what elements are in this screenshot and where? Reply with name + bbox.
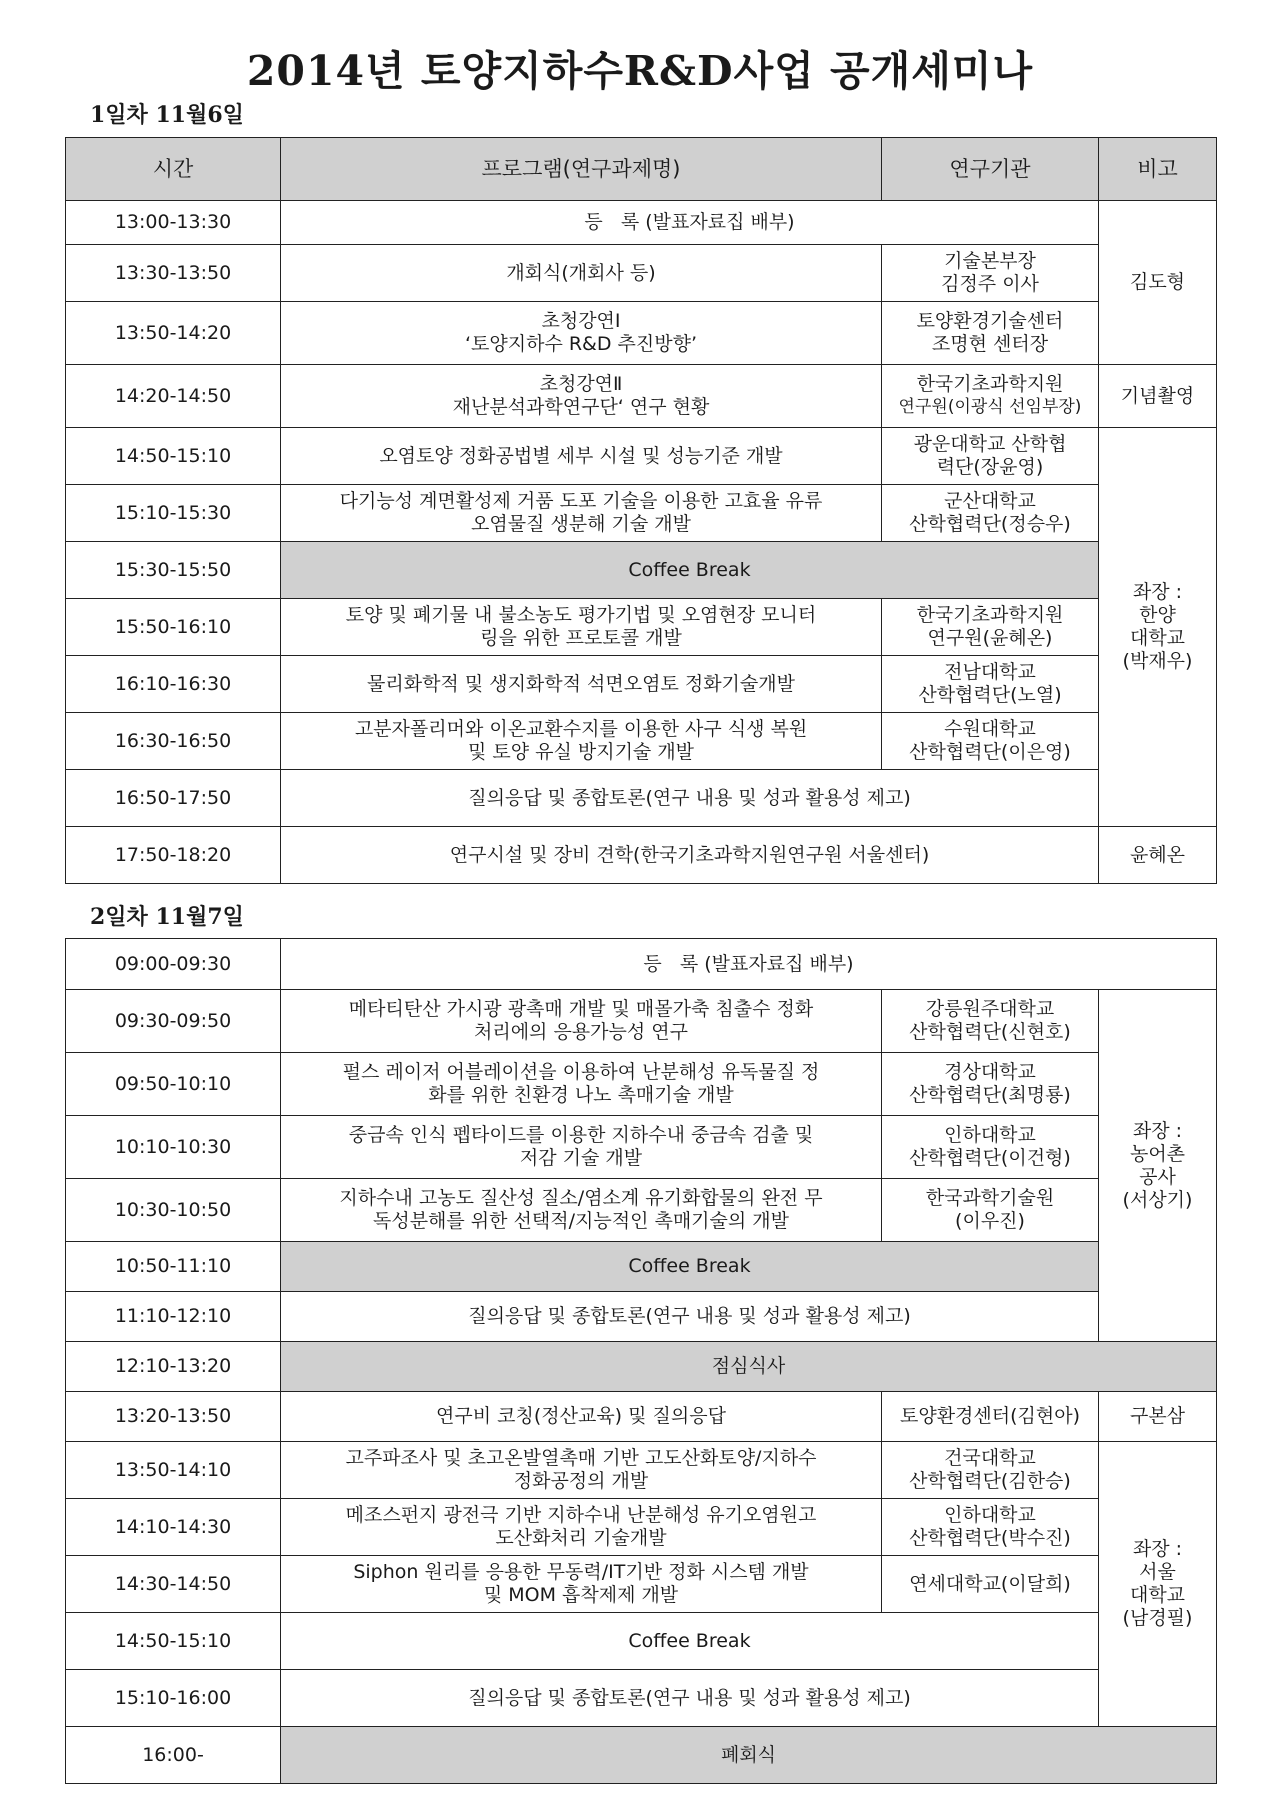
- org-cell: [882, 1499, 1099, 1556]
- chair-line: 서울: [1139, 1561, 1176, 1583]
- org-cell: [882, 1116, 1099, 1179]
- program-line: 재난분석과학연구단‘ 연구 현황: [452, 396, 710, 418]
- program-cell: [281, 990, 882, 1053]
- org-line: 한국기초과학지원: [916, 373, 1064, 395]
- program-cell: 연구시설 및 장비 견학(한국기초과학지원연구원 서울센터): [281, 827, 1099, 884]
- chair-line: 대학교: [1129, 1584, 1186, 1606]
- note-cell: 윤혜온: [1099, 827, 1217, 884]
- org-line: 산학협력단(이은영): [909, 741, 1071, 763]
- org-line: 조명현 센터장: [931, 333, 1049, 355]
- org-line: 광운대학교 산학협: [913, 433, 1067, 455]
- program-line: 화를 위한 친환경 나노 촉매기술 개발: [428, 1084, 734, 1106]
- program-cell: [281, 1556, 882, 1613]
- table-row: [66, 201, 1217, 245]
- program-cell: [281, 1179, 882, 1242]
- program-line: 처리에의 응용가능성 연구: [474, 1021, 688, 1043]
- time-cell: 14:50-15:10: [66, 1613, 281, 1670]
- program-cell: 오염토양 정화공법별 세부 시설 및 성능기준 개발: [281, 428, 882, 485]
- org-cell: 토양환경센터(김현아): [882, 1392, 1099, 1442]
- time-cell: 09:30-09:50: [66, 990, 281, 1053]
- table-row: [66, 302, 1217, 365]
- table-row: [66, 990, 1217, 1053]
- time-cell: 16:00-: [66, 1727, 281, 1784]
- org-line: 건국대학교: [944, 1447, 1036, 1469]
- time-cell: 13:00-13:30: [66, 201, 281, 245]
- program-cell: 물리화학적 및 생지화학적 석면오염토 정화기술개발: [281, 656, 882, 713]
- table-row: [66, 1613, 1217, 1670]
- time-cell: 10:30-10:50: [66, 1179, 281, 1242]
- note-cell: 구본삼: [1099, 1392, 1217, 1442]
- time-cell: 17:50-18:20: [66, 827, 281, 884]
- org-line: 산학협력단(김한승): [909, 1470, 1071, 1492]
- table-row: [66, 827, 1217, 884]
- time-cell: 14:30-14:50: [66, 1556, 281, 1613]
- note-cell: [1099, 1442, 1217, 1727]
- chair-line: (박재우): [1122, 650, 1193, 672]
- org-cell: 연세대학교(이달희): [882, 1556, 1099, 1613]
- org-line: 한국과학기술원: [925, 1187, 1055, 1209]
- chair-line: (남경필): [1122, 1607, 1193, 1629]
- time-cell: 16:30-16:50: [66, 713, 281, 770]
- program-line: 고주파조사 및 초고온발열촉매 기반 고도산화토양/지하수: [345, 1447, 817, 1469]
- org-line: 산학협력단(최명룡): [909, 1084, 1071, 1106]
- org-line: 전남대학교: [944, 661, 1036, 683]
- time-cell: 10:10-10:30: [66, 1116, 281, 1179]
- chair-line: 좌장 :: [1132, 581, 1183, 603]
- org-line: 군산대학교: [944, 490, 1036, 512]
- org-line: 인하대학교: [944, 1504, 1036, 1526]
- program-cell: [281, 599, 882, 656]
- page-title: 2014년 토양지하수R&D사업 공개세미나: [246, 47, 1034, 95]
- header-program: 프로그램(연구과제명): [281, 138, 882, 201]
- program-cell: 등 록 (발표자료집 배부): [281, 201, 1099, 245]
- program-line: 및 토양 유실 방지기술 개발: [467, 741, 695, 763]
- org-line: 기술본부장: [944, 250, 1036, 272]
- table-row: [66, 245, 1217, 302]
- org-line: 수원대학교: [944, 718, 1036, 740]
- time-cell: 15:10-16:00: [66, 1670, 281, 1727]
- program-cell: [281, 365, 882, 428]
- program-line: 펄스 레이저 어블레이션을 이용하여 난분해성 유독물질 정: [342, 1061, 820, 1083]
- org-cell: [882, 1053, 1099, 1116]
- time-cell: 16:10-16:30: [66, 656, 281, 713]
- chair-line: 대학교: [1129, 627, 1186, 649]
- table-row: [66, 656, 1217, 713]
- program-line: 초청강연Ⅰ: [541, 310, 621, 332]
- program-cell: 등 록 (발표자료집 배부): [281, 939, 1217, 990]
- table-header: [66, 138, 1217, 201]
- program-line: 메조스펀지 광전극 기반 지하수내 난분해성 유기오염원고: [345, 1504, 817, 1526]
- org-line: 연구원(이광식 선임부장): [898, 397, 1082, 417]
- day1-label: 1일차 11월6일: [90, 102, 244, 128]
- table-row: [66, 1179, 1217, 1242]
- program-line: 메타티탄산 가시광 광촉매 개발 및 매몰가축 침출수 정화: [348, 998, 814, 1020]
- time-cell: 14:20-14:50: [66, 365, 281, 428]
- org-cell: [882, 302, 1099, 365]
- time-cell: 15:10-15:30: [66, 485, 281, 542]
- program-line: 저감 기술 개발: [519, 1147, 643, 1169]
- program-line: 링을 위한 프로토콜 개발: [480, 627, 682, 649]
- program-line: 고분자폴리머와 이온교환수지를 이용한 사구 식생 복원: [354, 718, 808, 740]
- chair-line: 좌장 :: [1132, 1538, 1183, 1560]
- org-cell: [882, 485, 1099, 542]
- org-line: 산학협력단(신현호): [909, 1021, 1071, 1043]
- program-cell: 질의응답 및 종합토론(연구 내용 및 성과 활용성 제고): [281, 770, 1099, 827]
- program-line: 오염물질 생분해 기술 개발: [470, 513, 691, 535]
- org-line: 토양환경기술센터: [916, 310, 1064, 332]
- time-cell: 11:10-12:10: [66, 1292, 281, 1342]
- org-line: 한국기초과학지원: [916, 604, 1064, 626]
- org-line: 산학협력단(이건형): [909, 1147, 1071, 1169]
- chair-line: 농어촌: [1129, 1142, 1186, 1165]
- time-cell: 15:50-16:10: [66, 599, 281, 656]
- org-cell: [882, 428, 1099, 485]
- program-line: 독성분해를 위한 선택적/지능적인 촉매기술의 개발: [373, 1210, 789, 1232]
- header-org: 연구기관: [882, 138, 1099, 201]
- org-line: 강릉원주대학교: [925, 998, 1055, 1020]
- table-row: [66, 939, 1217, 990]
- chair-line: (서상기): [1122, 1188, 1193, 1211]
- table-row: [66, 1242, 1217, 1292]
- chair-line: 좌장 :: [1132, 1119, 1183, 1142]
- program-cell: [281, 713, 882, 770]
- program-line: 지하수내 고농도 질산성 질소/염소계 유기화합물의 완전 무: [339, 1187, 823, 1209]
- program-line: 중금속 인식 펩타이드를 이용한 지하수내 중금속 검출 및: [348, 1124, 814, 1146]
- program-line: 토양 및 폐기물 내 불소농도 평가기법 및 오염현장 모니터: [345, 604, 817, 626]
- header-note: 비고: [1099, 138, 1217, 201]
- chair-line: 공사: [1139, 1165, 1176, 1188]
- header-time: 시간: [66, 138, 281, 201]
- program-line: 정화공정의 개발: [513, 1470, 649, 1492]
- table-row: [66, 1499, 1217, 1556]
- table-row: [66, 1292, 1217, 1342]
- program-line: 도산화처리 기술개발: [495, 1527, 667, 1549]
- program-cell: [281, 1116, 882, 1179]
- program-cell: [281, 485, 882, 542]
- table-row: [66, 713, 1217, 770]
- org-line: 인하대학교: [944, 1124, 1036, 1146]
- org-line: 산학협력단(노열): [918, 684, 1062, 706]
- table-row: [66, 1053, 1217, 1116]
- program-cell: 질의응답 및 종합토론(연구 내용 및 성과 활용성 제고): [281, 1292, 1099, 1342]
- table-row: [66, 1442, 1217, 1499]
- time-cell: 09:00-09:30: [66, 939, 281, 990]
- table-row: [66, 428, 1217, 485]
- time-cell: 13:50-14:10: [66, 1442, 281, 1499]
- table-row: [66, 1727, 1217, 1784]
- day2-label: 2일차 11월7일: [90, 904, 244, 930]
- note-cell: [1099, 990, 1217, 1342]
- coffee-break-cell: Coffee Break: [281, 542, 1099, 599]
- org-line: 경상대학교: [944, 1061, 1036, 1083]
- org-cell: [882, 656, 1099, 713]
- program-cell: 질의응답 및 종합토론(연구 내용 및 성과 활용성 제고): [281, 1670, 1099, 1727]
- program-line: 다기능성 계면활성제 거품 도포 기술을 이용한 고효율 유류: [339, 490, 823, 512]
- org-line: 산학협력단(박수진): [909, 1527, 1071, 1549]
- program-cell: [281, 1499, 882, 1556]
- time-cell: 13:50-14:20: [66, 302, 281, 365]
- org-cell: [882, 365, 1099, 428]
- program-line: 및 MOM 흡착제제 개발: [483, 1584, 679, 1606]
- program-line: Siphon 원리를 응용한 무동력/IT기반 정화 시스템 개발: [353, 1561, 809, 1583]
- chair-line: 한양: [1139, 604, 1176, 626]
- org-cell: [882, 599, 1099, 656]
- time-cell: 15:30-15:50: [66, 542, 281, 599]
- coffee-break-cell: Coffee Break: [281, 1613, 1099, 1670]
- program-cell: [281, 302, 882, 365]
- org-cell: [882, 713, 1099, 770]
- closing-cell: 폐회식: [281, 1727, 1217, 1784]
- org-line: 산학협력단(정승우): [909, 513, 1071, 535]
- org-line: 력단(장윤영): [936, 456, 1044, 478]
- table-row: [66, 1342, 1217, 1392]
- day2-schedule-table: [65, 938, 1217, 1784]
- program-line: ‘토양지하수 R&D 추진방향’: [465, 333, 697, 355]
- org-cell: [882, 245, 1099, 302]
- lunch-cell: 점심식사: [281, 1342, 1217, 1392]
- program-cell: [281, 1053, 882, 1116]
- program-cell: 개회식(개회사 등): [281, 245, 882, 302]
- time-cell: 09:50-10:10: [66, 1053, 281, 1116]
- table-row: [66, 599, 1217, 656]
- table-row: [66, 542, 1217, 599]
- org-line: 김정주 이사: [941, 273, 1039, 295]
- table-row: [66, 770, 1217, 827]
- time-cell: 14:50-15:10: [66, 428, 281, 485]
- table-row: [66, 1116, 1217, 1179]
- table-row: [66, 1556, 1217, 1613]
- program-line: 초청강연Ⅱ: [539, 373, 623, 395]
- table-row: [66, 1392, 1217, 1442]
- note-cell: 기념촬영: [1099, 365, 1217, 428]
- org-cell: [882, 1179, 1099, 1242]
- note-cell: 김도형: [1099, 201, 1217, 365]
- time-cell: 13:30-13:50: [66, 245, 281, 302]
- program-cell: [281, 1442, 882, 1499]
- org-cell: [882, 990, 1099, 1053]
- note-cell: [1099, 428, 1217, 827]
- org-cell: [882, 1442, 1099, 1499]
- time-cell: 13:20-13:50: [66, 1392, 281, 1442]
- org-line: 연구원(윤혜온): [927, 627, 1053, 649]
- program-cell: 연구비 코칭(정산교육) 및 질의응답: [281, 1392, 882, 1442]
- time-cell: 10:50-11:10: [66, 1242, 281, 1292]
- time-cell: 16:50-17:50: [66, 770, 281, 827]
- time-cell: 14:10-14:30: [66, 1499, 281, 1556]
- coffee-break-cell: Coffee Break: [281, 1242, 1099, 1292]
- table-row: [66, 485, 1217, 542]
- table-row: [66, 1670, 1217, 1727]
- org-line: (이우진): [955, 1210, 1025, 1232]
- table-row: [66, 365, 1217, 428]
- time-cell: 12:10-13:20: [66, 1342, 281, 1392]
- day1-schedule-table: [65, 137, 1217, 884]
